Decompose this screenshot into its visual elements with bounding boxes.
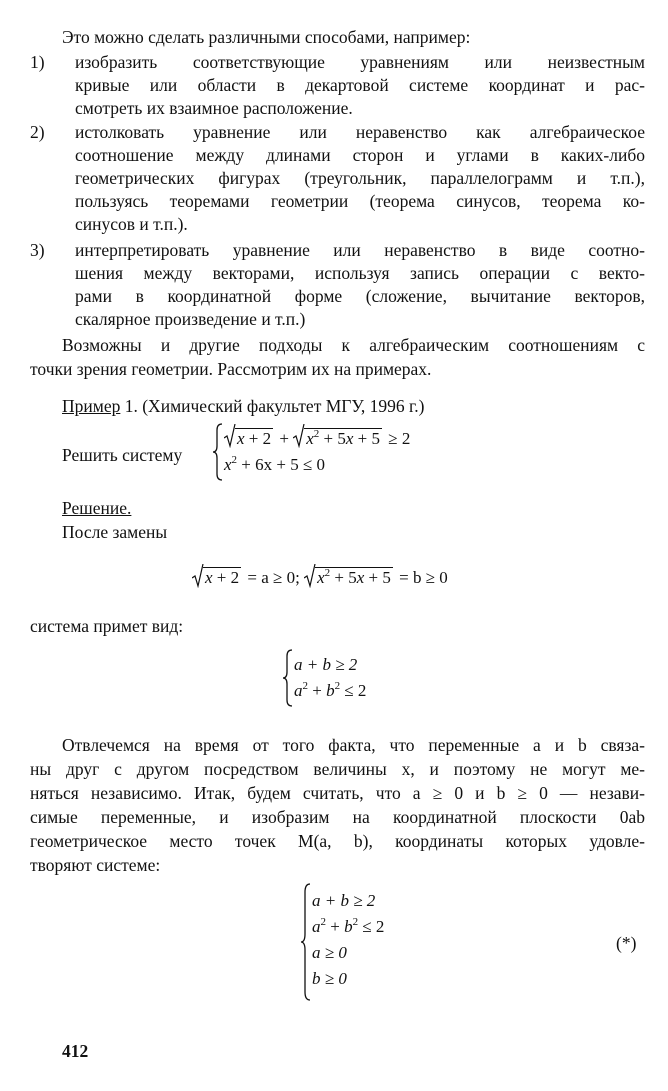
system-3-line-4: b ≥ 0 [312,969,347,988]
brace-icon [300,882,312,1002]
page-number: 412 [62,1041,89,1061]
system-3-line-2-tail: ≤ 2 [358,917,385,936]
list-item-line: смотреть их взаимное расположение. [75,98,353,118]
system-1-line-2: $x^2 + 6x + 5 \le 0$ [224,454,326,474]
example-source: 1. (Химический факультет МГУ, 1996 г.) [120,396,425,416]
substitution-formula: x + 2 = a ≥ 0; $x^2 + 5x + 5 = b \ge 0$ [192,566,448,589]
system-3-line-3: a ≥ 0 [312,943,347,962]
list-item-line: изобразить соответствующие уравнениям или неизвестным [75,52,645,72]
brace-icon [212,422,224,482]
paragraph-line: симые переменные, и изобразим на координатной плоскости 0ab [30,807,645,827]
list-item-line: шения между векторами, используя запись операции с векто- [75,263,645,283]
list-item-2 [75,121,645,236]
paragraph-line: Возможны и другие подходы к алгебраическим соотношениям с [62,335,645,355]
list-item-line: синусов и т.п.). [75,214,188,234]
list-item-1 [75,51,645,120]
system-3-line-2: $a^2 + b^2 \le 2$ [312,916,385,936]
list-item-line: геометрических фигурах (треугольник, параллелограмм и т.п.), [75,168,645,188]
substitution-b: = b ≥ 0 [394,568,448,587]
list-item-line: скалярное произведение и т.п.) [75,309,306,329]
list-number-1: 1) [30,52,45,72]
list-item-line: кривые или области в декартовой системе координат и рас- [75,75,645,95]
system-2-line-2-tail: ≤ 2 [340,681,367,700]
after-substitution-text: После замены [62,522,168,542]
system-1-line-1: x + 2 + $x^2 + 5x + 5 \ge 2$ [224,426,410,452]
example-label: Пример [62,396,121,416]
solution-label: Решение. [62,498,132,518]
paragraph-line: творяют системе: [30,855,161,875]
paragraph-line: Отвлечемся на время от того факта, что переменные a и b связа- [62,735,645,755]
list-item-line: рами в координатной форме (сложение, вычитание векторов, [75,286,645,306]
system-2-line-2: $a^2 + b^2 \le 2$ [294,680,367,700]
paragraph-line: точки зрения геометрии. Рассмотрим их на примерах. [30,359,432,379]
list-item-line: истолковать уравнение или неравенство как алгебраическое [75,122,645,142]
list-item-line: соотношение между длинами сторон и углами в каких-либо [75,145,645,165]
example-heading [62,395,424,418]
list-number-2: 2) [30,122,45,142]
paragraph-line: ны друг с другом посредством величины x, и поэтому не могут ме- [30,759,645,779]
list-item-line: пользуясь теоремами геометрии (теорема синусов, теорема ко- [75,191,645,211]
substitution-a: = a ≥ 0; [243,568,305,587]
system-2-line-1: a + b ≥ 2 [294,655,358,674]
intro-text: Это можно сделать различными способами, например: [62,27,471,47]
brace-icon [282,648,294,708]
list-number-3: 3) [30,240,45,260]
list-item-3 [75,239,645,331]
system-1 [212,422,442,482]
equation-label: (*) [616,933,637,953]
system-3-line-1: a + b ≥ 2 [312,891,376,910]
solve-label: Решить систему [62,445,183,465]
system-takes-text: система примет вид: [30,616,184,636]
system-3 [300,882,440,1002]
paragraph-line: няться независимо. Итак, будем считать, что a ≥ 0 и b ≥ 0 — незави- [30,783,645,803]
list-item-line: интерпретировать уравнение или неравенство в виде соотно- [75,240,645,260]
paragraph-line: геометрическое место точек M(a, b), координаты которых удовле- [30,831,645,851]
system-2 [282,648,422,708]
system-1-tail: ≥ 2 [384,429,411,448]
system-1-line-2-tail: + 6x + 5 ≤ 0 [241,455,326,474]
